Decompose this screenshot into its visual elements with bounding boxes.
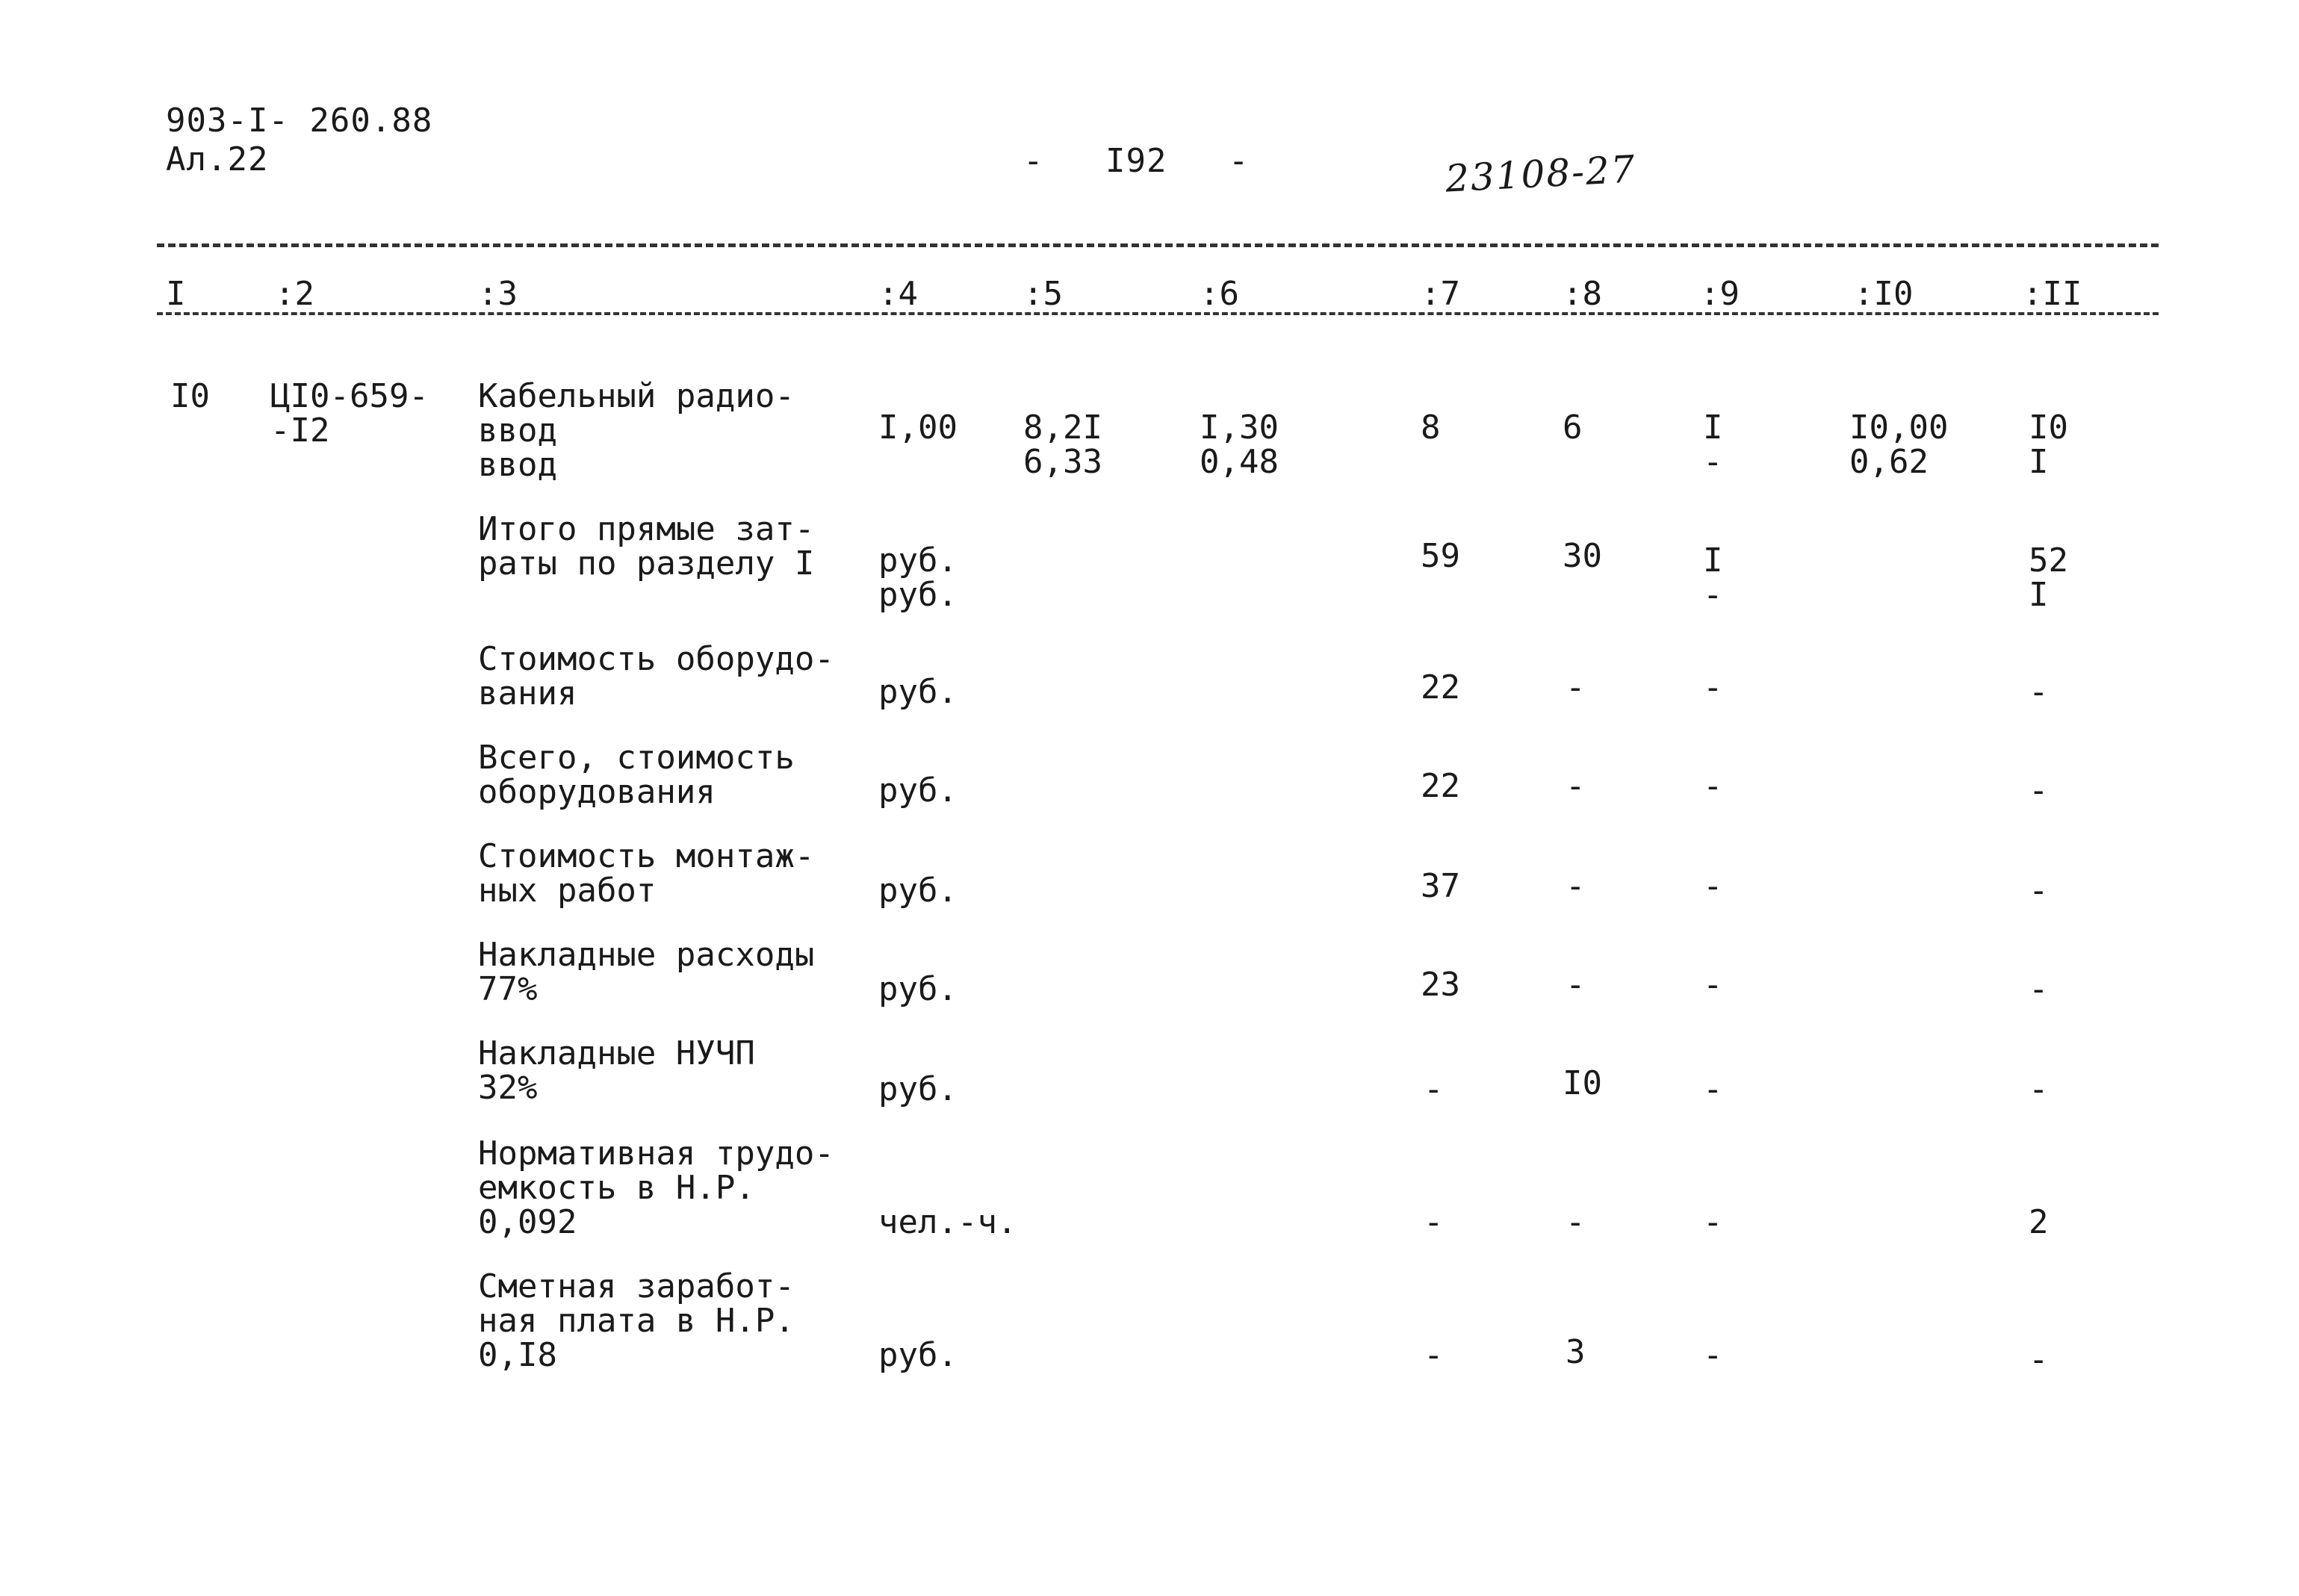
row-description: Кабельный радио- ввод ввод (478, 377, 795, 484)
row-description: Итого прямые зат- раты по разделу I (478, 510, 815, 583)
row-col9: - (1703, 668, 1723, 707)
row-col9: - (1703, 1070, 1723, 1108)
column-header-6: :6 (1200, 275, 1239, 313)
row-description: Накладные НУЧП 32% (478, 1034, 755, 1107)
row-col7: - (1424, 1336, 1444, 1374)
column-header-2: :2 (275, 275, 314, 313)
row-unit: руб. (878, 1070, 958, 1108)
row-unit: I,00 (878, 409, 958, 447)
handwritten-number: 23108-27 (1444, 147, 1637, 201)
row-col7: 22 (1421, 668, 1460, 707)
row-col8: - (1566, 668, 1586, 707)
row-description: Стоимость монтаж- ных работ (478, 837, 815, 910)
row-col9: - (1703, 867, 1723, 905)
row-col7: 37 (1421, 867, 1460, 905)
row-col9: - (1703, 966, 1723, 1004)
row-col8: - (1566, 966, 1586, 1004)
row-description: Сметная заработ- ная плата в Н.Р. 0,I8 (478, 1267, 795, 1374)
column-header-underline (157, 312, 2159, 315)
row-col11: 2 (2029, 1203, 2049, 1241)
row-col11: - (2029, 1070, 2049, 1108)
row-col9: I - (1703, 409, 1723, 481)
row-col7: 22 (1421, 767, 1460, 805)
column-header-8: :8 (1563, 275, 1602, 313)
row-col7: - (1424, 1203, 1444, 1241)
row-col11: I0 I (2029, 409, 2068, 481)
row-col9: - (1703, 1203, 1723, 1241)
document-code: 903-I- 260.88 (166, 102, 433, 140)
row-unit: руб. руб. (878, 541, 958, 614)
row-col11: - (2029, 872, 2049, 910)
row-col8: 3 (1566, 1333, 1586, 1371)
table-top-rule (157, 243, 2159, 247)
row-code: ЦI0-659- -I2 (270, 377, 429, 450)
row-col8: - (1566, 1203, 1586, 1241)
row-unit: руб. (878, 1336, 958, 1374)
row-unit: руб. (878, 771, 958, 810)
column-header-4: :4 (878, 275, 918, 313)
row-col10: I0,00 0,62 (1849, 409, 1949, 481)
row-col8: I0 (1563, 1064, 1602, 1102)
row-col11: - (2029, 1341, 2049, 1379)
row-col11: - (2029, 771, 2049, 810)
row-col11: - (2029, 673, 2049, 711)
row-description: Всего, стоимость оборудования (478, 739, 795, 811)
row-description: Нормативная трудо- емкость в Н.Р. 0,092 (478, 1134, 834, 1241)
column-header-1: I (166, 275, 186, 313)
row-col7: - (1424, 1070, 1444, 1108)
column-header-9: :9 (1700, 275, 1740, 313)
row-col8: 30 (1563, 537, 1602, 575)
column-header-10: :I0 (1854, 275, 1914, 313)
column-header-7: :7 (1421, 275, 1460, 313)
column-header-5: :5 (1023, 275, 1063, 313)
row-col11: - (2029, 970, 2049, 1008)
row-col7: 8 (1421, 409, 1441, 447)
row-col8: 6 (1563, 409, 1583, 447)
row-number: I0 (170, 377, 210, 415)
row-col9: I - (1703, 541, 1723, 614)
row-col9: - (1703, 767, 1723, 805)
row-col8: - (1566, 867, 1586, 905)
row-col7: 23 (1421, 966, 1460, 1004)
row-unit: руб. (878, 872, 958, 910)
column-header-3: :3 (478, 275, 518, 313)
row-description: Накладные расходы 77% (478, 936, 815, 1008)
row-unit: чел.-ч. (878, 1203, 1017, 1241)
row-col8: - (1566, 767, 1586, 805)
page-number: - I92 - (1023, 142, 1250, 180)
row-col7: 59 (1421, 537, 1460, 575)
row-col9: - (1703, 1336, 1723, 1374)
row-col6: I,30 0,48 (1200, 409, 1279, 481)
row-description: Стоимость оборудо- вания (478, 640, 834, 712)
row-unit: руб. (878, 970, 958, 1008)
row-col5: 8,2I 6,33 (1023, 409, 1102, 481)
row-unit: руб. (878, 673, 958, 711)
row-col11: 52 I (2029, 541, 2068, 614)
sheet-label: Ал.22 (166, 140, 269, 178)
column-header-11: :II (2023, 275, 2082, 313)
